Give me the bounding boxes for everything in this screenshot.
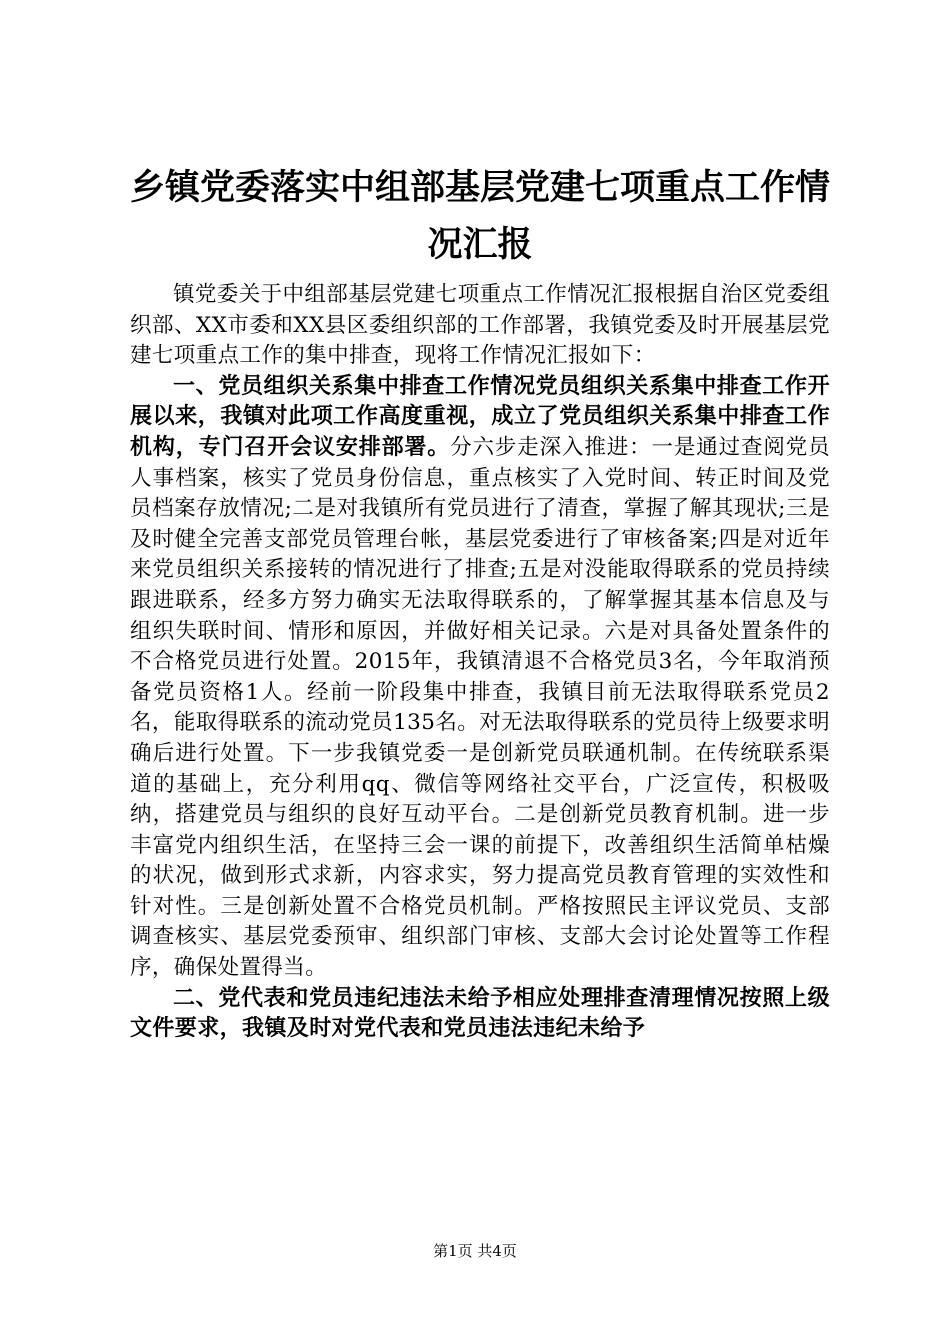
- section-1-body: 分六步走深入推进：一是通过查阅党员人事档案，核实了党员身份信息，重点核实了入党时间、转正时间及党员档案存放情况;二是对我镇所有党员进行了清查，掌握了解其现状;三是及时健全完善支部党员管理台帐，基层党委进行了审核备案;四是对近年来党员组织关系接转的情况进行了排查;五是对没能取得联系的党员持续跟进联系，经多方努力确实无法取得联系的，了解掌握其基本信息及与组织失联时间、情形和原因，并做好相关记录。六是对具备处置条件的不合格党员进行处置。2015年，我镇清退不合格党员3名，今年取消预备党员资格1人。经前一阶段集中排查，我镇目前无法取得联系党员2名，能取得联系的流动党员135名。对无法取得联系的党员待上级要求明确后进行处置。下一步我镇党委一是创新党员联通机制。在传统联系渠道的基础上，充分利用qq、微信等网络社交平台，广泛宣传，积极吸纳，搭建党员与组织的良好互动平台。二是创新党员教育机制。进一步丰富党内组织生活，在坚持三会一课的前提下，改善组织生活简单枯燥的状况，做到形式求新，内容求实，努力提高党员教育管理的实效性和针对性。三是创新处置不合格党员机制。严格按照民主评议党员、支部调查核实、基层党委预审、组织部门审核、支部大会讨论处置等工作程序，确保处置得当。: [130, 434, 830, 981]
- page-footer: 第1页 共4页: [433, 1242, 517, 1260]
- section-1-paragraph: [130, 372, 830, 984]
- section-2-heading: 二、党代表和党员违纪违法未给予相应处理排查清理情况按照上级文件要求，我镇及时对党代表和党员违法违纪未给予: [130, 985, 830, 1042]
- section-2-paragraph: [130, 984, 830, 1045]
- document-title: 乡镇党委落实中组部基层党建七项重点工作情况汇报: [130, 168, 831, 265]
- document-page: [130, 160, 830, 1045]
- section-1-heading: 一、党员组织关系集中排查工作情况党员组织关系集中排查工作开展以来，我镇对此项工作高度重视，成立了党员组织关系集中排查工作机构，专门召开会议安排部署。: [130, 373, 830, 460]
- document-body: [130, 280, 830, 1045]
- intro-paragraph: 镇党委关于中组部基层党建七项重点工作情况汇报根据自治区党委组织部、XX市委和XX县区委组织部的工作部署，我镇党委及时开展基层党建七项重点工作的集中排查，现将工作情况汇报如下：: [130, 282, 831, 369]
